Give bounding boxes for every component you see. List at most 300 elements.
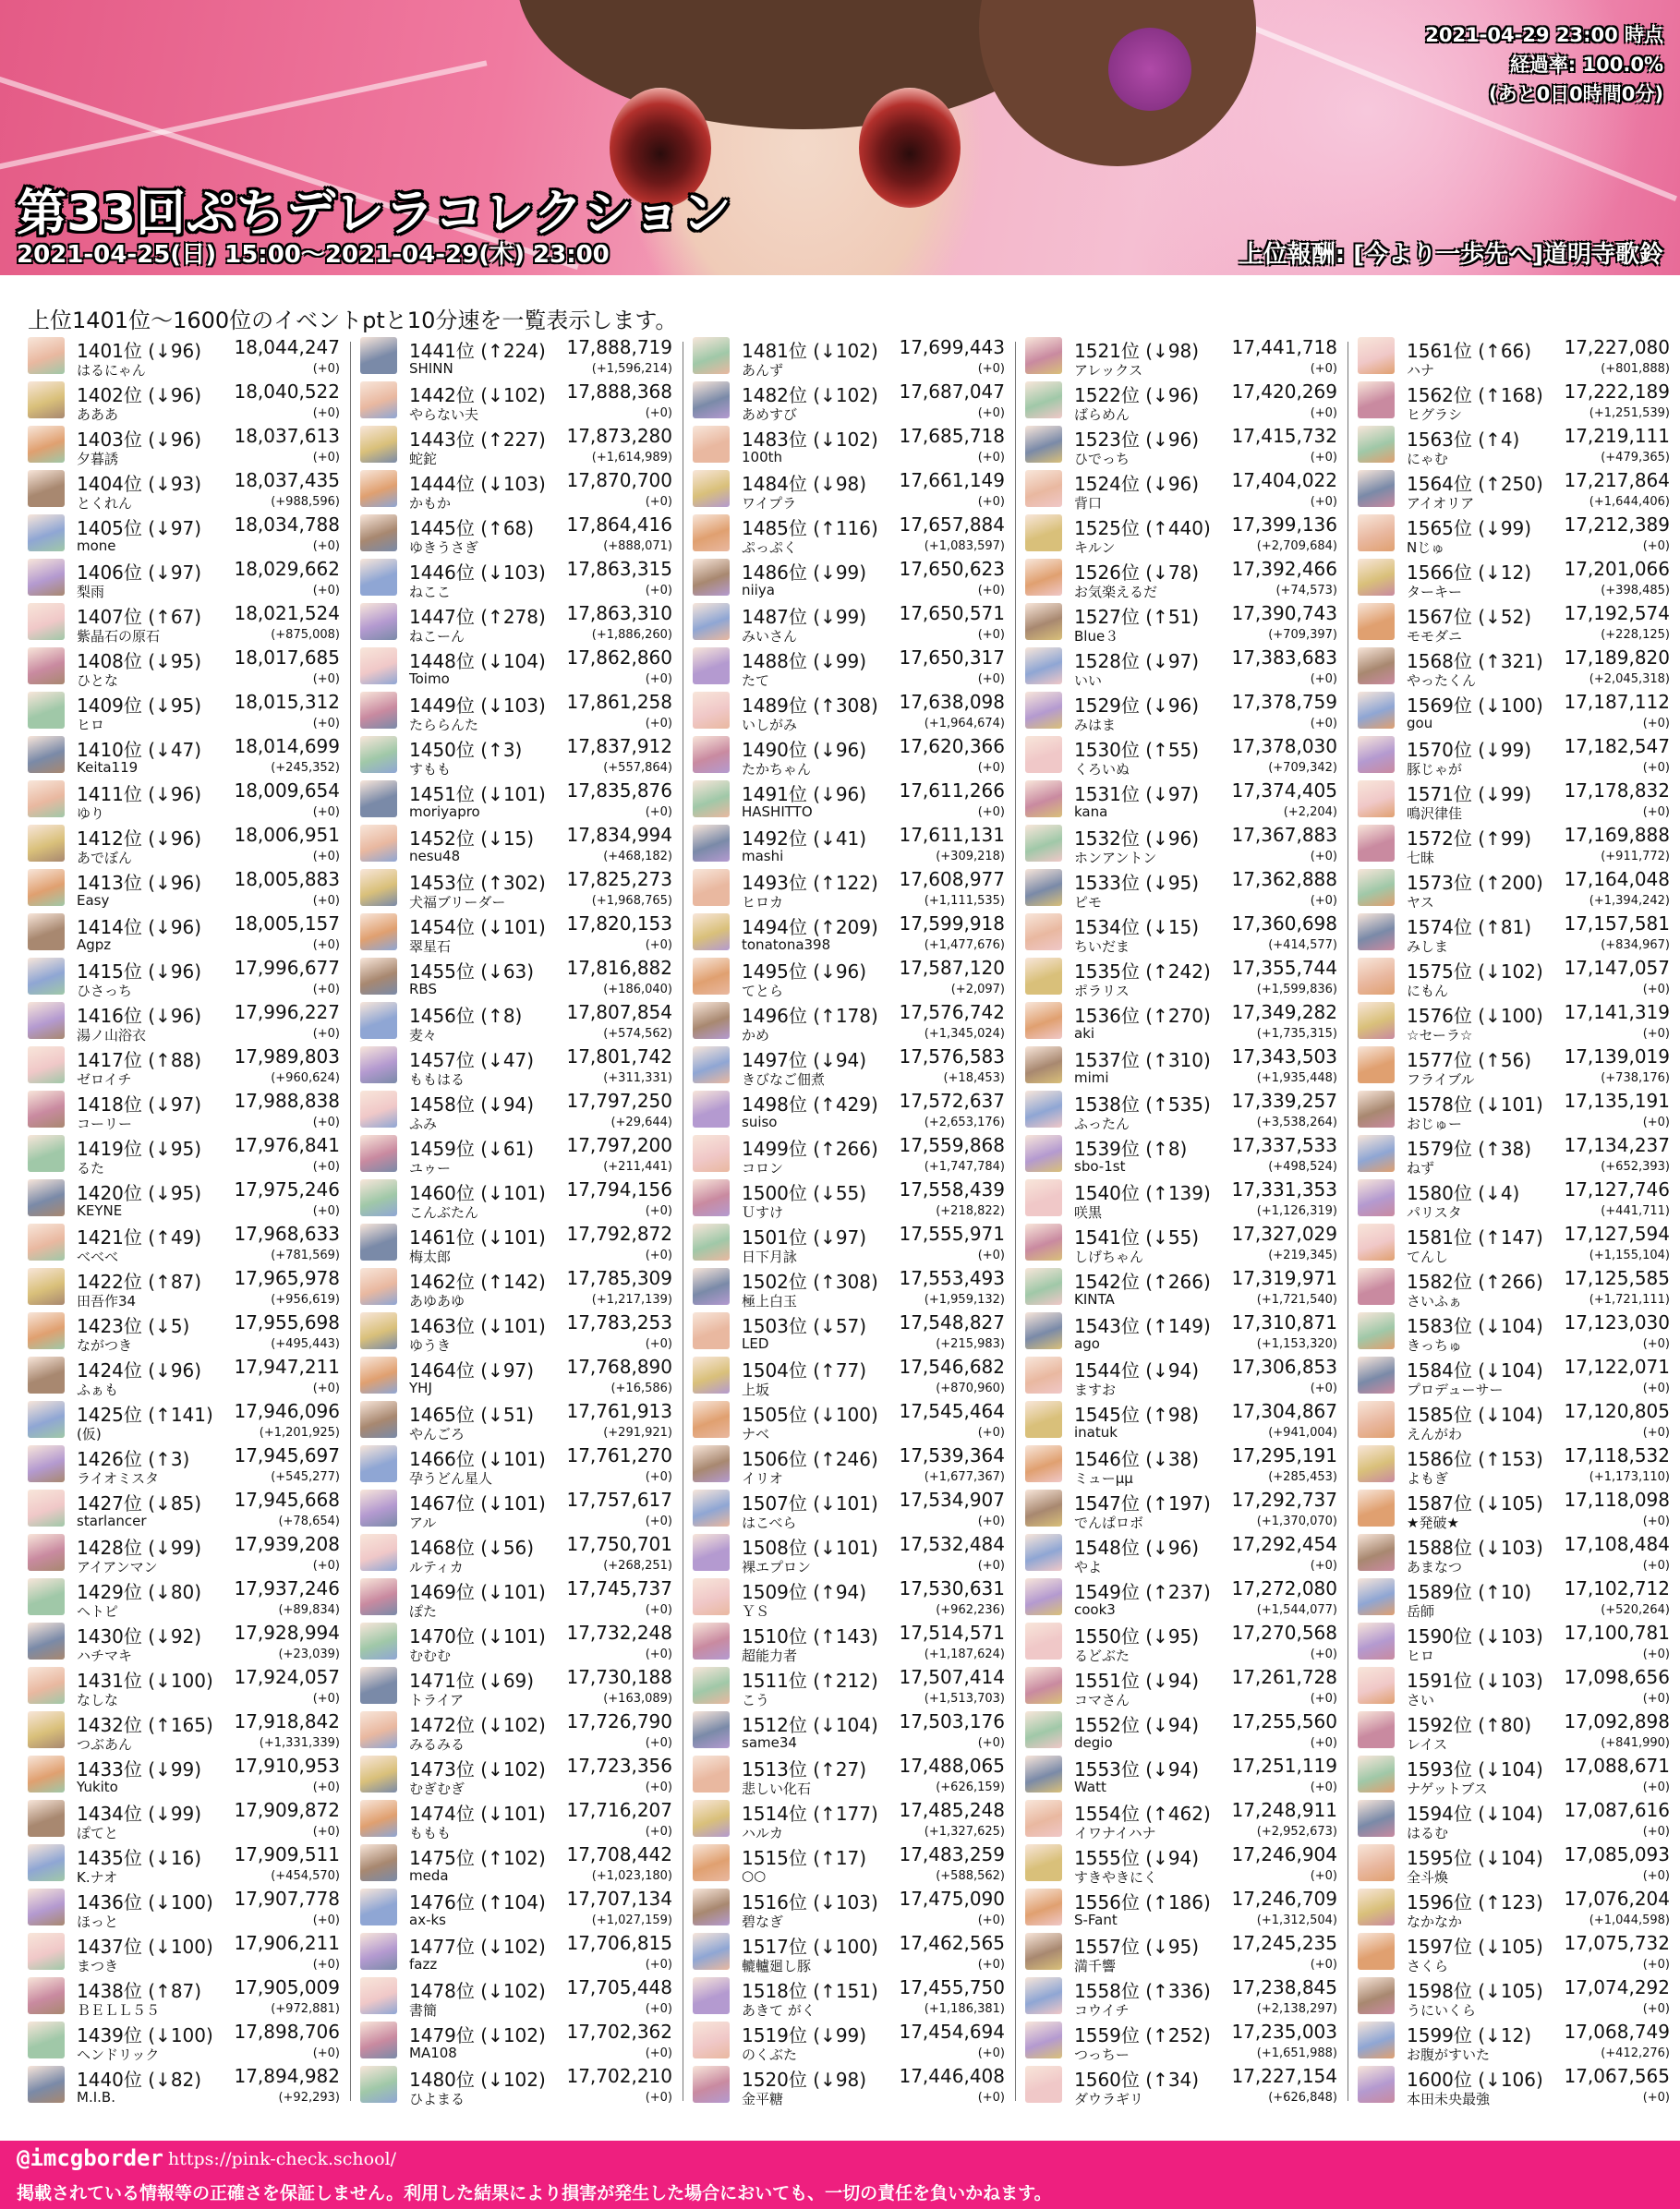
event-points: 17,861,258 (566, 691, 672, 713)
ten-minute-speed: (+1,217,139) (591, 1293, 672, 1307)
event-points: 17,076,204 (1564, 1888, 1670, 1910)
event-points: 17,235,003 (1231, 2021, 1337, 2043)
rank-label: 1571位 (↓99) (1407, 783, 1532, 805)
ten-minute-speed: (+972,881) (271, 2002, 340, 2016)
player-name: おじゅー (1407, 1116, 1463, 1132)
ten-minute-speed: (+0) (1310, 1382, 1337, 1395)
ranking-entry (358, 1974, 674, 2019)
avatar-icon (28, 337, 65, 374)
event-points: 17,390,743 (1231, 602, 1337, 624)
event-points: 17,702,210 (566, 2065, 672, 2087)
avatar-icon (1358, 1179, 1395, 1216)
ranking-entry (691, 1088, 1007, 1132)
avatar-icon (1358, 1046, 1395, 1083)
rank-label: 1580位 (↓4) (1407, 1182, 1520, 1204)
event-points: 17,118,098 (1564, 1489, 1670, 1511)
ranking-entry (26, 2019, 342, 2063)
rank-label: 1528位 (↓97) (1074, 650, 1200, 672)
rank-label: 1454位 (↓101) (409, 916, 546, 938)
ranking-entry (1023, 512, 1339, 556)
player-name: てとら (742, 983, 784, 999)
ranking-entry (1356, 1974, 1672, 2019)
ranking-entry (691, 334, 1007, 379)
event-points: 17,837,912 (566, 735, 672, 757)
avatar-icon (1025, 1179, 1062, 1216)
event-points: 17,108,484 (1564, 1533, 1670, 1555)
rank-label: 1493位 (↑122) (742, 872, 878, 894)
event-points: 17,074,292 (1564, 1976, 1670, 1998)
ten-minute-speed: (+557,864) (603, 761, 672, 775)
rank-label: 1420位 (↓95) (77, 1182, 202, 1204)
rank-label: 1432位 (↑165) (77, 1714, 213, 1736)
ten-minute-speed: (+0) (1642, 2002, 1670, 2016)
event-points: 17,939,208 (234, 1533, 340, 1555)
event-points: 17,378,030 (1231, 735, 1337, 757)
ranking-entry (358, 1531, 674, 1575)
player-name: やんごろ (409, 1426, 465, 1442)
ranking-entry (1023, 423, 1339, 467)
ten-minute-speed: (+245,352) (271, 761, 340, 775)
rank-label: 1501位 (↓97) (742, 1226, 867, 1249)
rank-label: 1477位 (↓102) (409, 1936, 546, 1958)
rank-label: 1598位 (↓105) (1407, 1980, 1543, 2002)
ten-minute-speed: (+0) (312, 1160, 340, 1174)
rank-label: 1555位 (↓94) (1074, 1847, 1200, 1869)
player-name: パリスタ (1407, 1204, 1462, 1221)
ten-minute-speed: (+1,651,988) (1256, 2046, 1337, 2060)
ten-minute-speed: (+0) (1310, 850, 1337, 863)
rank-label: 1478位 (↓102) (409, 1980, 546, 2002)
rank-label: 1429位 (↓80) (77, 1581, 202, 1603)
player-name: ひさっち (77, 983, 133, 999)
ranking-entry (691, 1132, 1007, 1177)
rank-label: 1470位 (↓101) (409, 1625, 546, 1648)
rank-label: 1551位 (↓94) (1074, 1670, 1200, 1692)
event-points: 17,783,253 (566, 1311, 672, 1334)
rank-label: 1569位 (↓100) (1407, 694, 1543, 717)
rank-label: 1566位 (↓12) (1407, 561, 1532, 584)
avatar-icon (28, 1490, 65, 1527)
ranking-entry (26, 1442, 342, 1487)
ranking-entry (26, 1265, 342, 1310)
avatar-icon (693, 381, 730, 418)
rank-label: 1405位 (↓97) (77, 517, 202, 539)
rank-label: 1590位 (↓103) (1407, 1625, 1543, 1648)
player-name: くろいぬ (1074, 761, 1130, 778)
player-name: tonatona398 (742, 936, 831, 953)
player-name: ワイプラ (742, 495, 797, 512)
event-points: 17,894,982 (234, 2065, 340, 2087)
ranking-entry (26, 1664, 342, 1708)
rank-label: 1559位 (↑252) (1074, 2024, 1211, 2046)
rank-label: 1401位 (↓96) (77, 340, 202, 362)
player-name: ねここ (409, 584, 452, 600)
player-name: 背口 (1074, 495, 1103, 512)
player-name: 100th (742, 449, 783, 465)
rank-label: 1574位 (↑81) (1407, 916, 1532, 938)
rank-label: 1484位 (↓98) (742, 473, 867, 495)
ranking-entry (26, 1088, 342, 1132)
rank-label: 1514位 (↑177) (742, 1803, 878, 1825)
avatar-icon (360, 337, 397, 374)
ranking-entry (1023, 1310, 1339, 1354)
avatar-icon (693, 1667, 730, 1704)
event-points: 17,599,918 (899, 912, 1005, 935)
ten-minute-speed: (+285,453) (1268, 1470, 1337, 1484)
ranking-entry (1023, 467, 1339, 512)
rank-label: 1526位 (↓78) (1074, 561, 1200, 584)
event-points: 17,801,742 (566, 1045, 672, 1068)
event-points: 17,441,718 (1231, 336, 1337, 358)
ranking-entry (691, 778, 1007, 822)
player-name: 梨雨 (77, 584, 105, 600)
ranking-entry (691, 1354, 1007, 1398)
avatar-icon (1025, 1933, 1062, 1970)
event-points: 17,087,616 (1564, 1799, 1670, 1821)
avatar-icon (360, 1623, 397, 1660)
ranking-entry (1023, 1753, 1339, 1797)
rank-label: 1588位 (↓103) (1407, 1537, 1543, 1559)
rank-label: 1480位 (↓102) (409, 2069, 546, 2091)
event-points: 17,339,257 (1231, 1090, 1337, 1112)
rank-label: 1485位 (↑116) (742, 517, 878, 539)
avatar-icon (693, 913, 730, 950)
ranking-entry (1356, 1797, 1672, 1841)
event-points: 18,005,157 (234, 912, 340, 935)
avatar-icon (693, 692, 730, 729)
avatar-icon (360, 1578, 397, 1615)
avatar-icon (360, 1002, 397, 1039)
event-points: 17,189,820 (1564, 646, 1670, 669)
player-name: ナゲットブス (1407, 1780, 1488, 1797)
ten-minute-speed: (+0) (312, 894, 340, 908)
progress-rate: 経過率: 100.0% (1509, 54, 1663, 76)
site-url[interactable]: https://pink-check.school/ (168, 2149, 396, 2169)
rank-label: 1541位 (↓55) (1074, 1226, 1200, 1249)
player-name: お気楽えるだ (1074, 584, 1158, 600)
event-points: 17,794,156 (566, 1178, 672, 1201)
ten-minute-speed: (+1,477,676) (924, 938, 1005, 952)
event-points: 17,834,994 (566, 824, 672, 846)
ranking-entry (1356, 1442, 1672, 1487)
rank-label: 1577位 (↑56) (1407, 1049, 1532, 1071)
event-points: 17,488,065 (899, 1755, 1005, 1777)
avatar-icon (28, 1046, 65, 1083)
event-points: 17,726,790 (566, 1710, 672, 1732)
player-name: KEYNE (77, 1202, 123, 1219)
ten-minute-speed: (+0) (312, 983, 340, 996)
event-points: 17,085,093 (1564, 1843, 1670, 1865)
avatar-icon (360, 603, 397, 640)
ranking-entry (1356, 556, 1672, 600)
event-points: 17,462,565 (899, 1932, 1005, 1954)
avatar-icon (693, 1977, 730, 2014)
avatar-icon (360, 2066, 397, 2103)
ranking-entry (358, 955, 674, 999)
rank-label: 1445位 (↑68) (409, 517, 535, 539)
rank-label: 1471位 (↓69) (409, 1670, 535, 1692)
player-name: ゆきうさぎ (409, 539, 479, 556)
avatar-icon (1025, 825, 1062, 862)
ten-minute-speed: (+0) (645, 2002, 672, 2016)
ranking-entry (691, 955, 1007, 999)
avatar-icon (693, 869, 730, 906)
event-points: 17,888,368 (566, 380, 672, 403)
ten-minute-speed: (+1,544,077) (1256, 1603, 1337, 1617)
rank-label: 1561位 (↑66) (1407, 340, 1532, 362)
avatar-icon (1358, 1091, 1395, 1128)
rank-label: 1437位 (↓100) (77, 1936, 213, 1958)
event-points: 17,295,191 (1231, 1444, 1337, 1467)
ranking-entry (1356, 1132, 1672, 1177)
rank-label: 1426位 (↑3) (77, 1448, 190, 1470)
rank-label: 1489位 (↑308) (742, 694, 878, 717)
ranking-entry (1023, 1044, 1339, 1088)
avatar-icon (360, 470, 397, 507)
ranking-entry (691, 1177, 1007, 1221)
ten-minute-speed: (+1,186,381) (924, 2002, 1005, 2016)
player-name: 日下月詠 (742, 1249, 798, 1265)
avatar-icon (28, 692, 65, 729)
player-name: コマさん (1074, 1692, 1130, 1708)
avatar-icon (1025, 603, 1062, 640)
event-points: 17,907,778 (234, 1888, 340, 1910)
event-points: 17,374,405 (1231, 779, 1337, 802)
avatar-icon (28, 1534, 65, 1571)
ranking-entry (358, 822, 674, 866)
avatar-icon (1358, 736, 1395, 773)
footer-bar (0, 2141, 1680, 2209)
ranking-entry (691, 1575, 1007, 1620)
event-points: 17,454,694 (899, 2021, 1005, 2043)
avatar-icon (1025, 559, 1062, 596)
ranking-entry (1356, 467, 1672, 512)
avatar-icon (360, 869, 397, 906)
ten-minute-speed: (+218,822) (936, 1204, 1005, 1218)
player-name: ひでっち (1074, 451, 1130, 467)
player-name: みしま (1407, 938, 1449, 955)
event-points: 17,825,273 (566, 868, 672, 890)
player-name: 七昧 (1407, 850, 1435, 866)
rank-label: 1519位 (↓99) (742, 2024, 867, 2046)
ten-minute-speed: (+228,125) (1601, 628, 1670, 642)
avatar-icon (1025, 1002, 1062, 1039)
rank-label: 1469位 (↓101) (409, 1581, 546, 1603)
rank-label: 1573位 (↑200) (1407, 872, 1543, 894)
event-points: 17,863,315 (566, 558, 672, 580)
flower-ornament (1108, 28, 1191, 111)
event-points: 17,745,737 (566, 1577, 672, 1599)
ten-minute-speed: (+23,039) (278, 1648, 340, 1661)
ten-minute-speed: (+1,327,625) (924, 1825, 1005, 1839)
rank-label: 1523位 (↓96) (1074, 429, 1200, 451)
ten-minute-speed: (+0) (1310, 495, 1337, 509)
player-name: るた (77, 1160, 105, 1177)
ten-minute-speed: (+479,365) (1601, 451, 1670, 465)
avatar-icon (360, 1179, 397, 1216)
event-points: 17,399,136 (1231, 513, 1337, 536)
avatar-icon (1358, 647, 1395, 684)
player-name: degio (1074, 1734, 1113, 1751)
ranking-entry (1356, 1265, 1672, 1310)
rank-label: 1434位 (↓99) (77, 1803, 202, 1825)
player-name: はこべら (742, 1515, 797, 1531)
event-period: 2021-04-25(日) 15:00～2021-04-29(木) 23:00 (17, 241, 610, 269)
ranking-entry (1023, 1841, 1339, 1886)
avatar-icon (28, 825, 65, 862)
rank-label: 1533位 (↓95) (1074, 872, 1200, 894)
event-points: 17,067,565 (1564, 2065, 1670, 2087)
event-points: 17,415,732 (1231, 425, 1337, 447)
event-points: 17,723,356 (566, 1755, 672, 1777)
avatar-icon (1025, 1578, 1062, 1615)
ranking-entry (26, 1930, 342, 1974)
ranking-entry (691, 1620, 1007, 1664)
rank-label: 1509位 (↑94) (742, 1581, 867, 1603)
ranking-entry (1023, 1575, 1339, 1620)
event-points: 17,996,227 (234, 1001, 340, 1023)
ranking-entry (26, 1797, 342, 1841)
player-name: ○○ (742, 1867, 767, 1884)
ten-minute-speed: (+0) (312, 1958, 340, 1972)
player-name: mone (77, 537, 116, 554)
rank-label: 1504位 (↑77) (742, 1359, 867, 1382)
ten-minute-speed: (+0) (1310, 451, 1337, 465)
rank-label: 1436位 (↓100) (77, 1891, 213, 1913)
avatar-icon (28, 1445, 65, 1482)
ranking-column (358, 334, 674, 2107)
player-name: nesu48 (409, 848, 461, 864)
event-points: 17,420,269 (1231, 380, 1337, 403)
ten-minute-speed: (+0) (1642, 1426, 1670, 1440)
ten-minute-speed: (+1,935,448) (1256, 1071, 1337, 1085)
ranking-entry (1023, 822, 1339, 866)
ranking-entry (1023, 1442, 1339, 1487)
player-name: なかなか (1407, 1913, 1463, 1930)
player-name: ぷっぷく (742, 539, 798, 556)
ten-minute-speed: (+0) (645, 672, 672, 686)
ranking-entry (358, 1177, 674, 1221)
ten-minute-speed: (+0) (645, 1515, 672, 1528)
avatar-icon (1025, 1401, 1062, 1438)
event-points: 17,792,872 (566, 1223, 672, 1245)
rank-label: 1412位 (↓96) (77, 827, 202, 850)
avatar-icon (693, 1534, 730, 1571)
rank-label: 1495位 (↓96) (742, 960, 867, 983)
player-name: ちいだま (1074, 938, 1130, 955)
ranking-entry (26, 423, 342, 467)
ten-minute-speed: (+0) (645, 495, 672, 509)
player-name: たかちゃん (742, 761, 812, 778)
player-name: ユゥー (409, 1160, 452, 1177)
ten-minute-speed: (+1,394,242) (1589, 894, 1670, 908)
ranking-entry (1356, 423, 1672, 467)
event-points: 17,222,189 (1564, 380, 1670, 403)
ranking-entry (691, 1531, 1007, 1575)
avatar-icon (360, 958, 397, 995)
event-points: 17,761,913 (566, 1400, 672, 1422)
player-name: 轆轤廻し豚 (742, 1958, 812, 1974)
avatar-icon (360, 736, 397, 773)
event-points: 17,555,971 (899, 1223, 1005, 1245)
player-name: レイス (1407, 1736, 1448, 1753)
player-name: むぎむぎ (409, 1780, 465, 1797)
event-points: 17,989,803 (234, 1045, 340, 1068)
ranking-entry (1023, 955, 1339, 999)
rank-label: 1510位 (↑143) (742, 1625, 878, 1648)
twitter-handle[interactable]: @imcgborder (17, 2145, 163, 2171)
ranking-entry (358, 1221, 674, 1265)
ranking-entry (1356, 866, 1672, 911)
avatar-icon (1358, 1800, 1395, 1837)
rank-label: 1531位 (↓97) (1074, 783, 1200, 805)
ranking-entry (26, 1974, 342, 2019)
avatar-icon (693, 1756, 730, 1793)
ten-minute-speed: (+0) (1642, 717, 1670, 730)
avatar-icon (1358, 913, 1395, 950)
ten-minute-speed: (+2,204) (1283, 805, 1337, 819)
rank-label: 1459位 (↓61) (409, 1138, 535, 1160)
rank-label: 1404位 (↓93) (77, 473, 202, 495)
ten-minute-speed: (+268,251) (603, 1559, 672, 1573)
rank-label: 1513位 (↑27) (742, 1758, 867, 1780)
ranking-entry (1356, 1753, 1672, 1797)
ten-minute-speed: (+0) (977, 672, 1005, 686)
event-points: 17,532,484 (899, 1533, 1005, 1555)
player-name: やったくん (1407, 672, 1477, 689)
avatar-icon (28, 1844, 65, 1881)
avatar-icon (1358, 1268, 1395, 1305)
avatar-icon (693, 1844, 730, 1881)
ranking-entry (26, 1132, 342, 1177)
event-points: 17,120,805 (1564, 1400, 1670, 1422)
player-name: 犬福ブリーダー (409, 894, 506, 911)
player-name: ヒロカ (742, 894, 784, 911)
event-reward: 上位報酬: [今より一歩先へ]道明寺歌鈴 (1239, 241, 1663, 269)
event-points: 17,455,750 (899, 1976, 1005, 1998)
rank-label: 1408位 (↓95) (77, 650, 202, 672)
event-points: 17,337,533 (1231, 1134, 1337, 1156)
ranking-entry (691, 1044, 1007, 1088)
event-points: 17,147,057 (1564, 957, 1670, 979)
event-points: 17,123,030 (1564, 1311, 1670, 1334)
avatar-icon (28, 559, 65, 596)
player-name: モモダニ (1407, 628, 1463, 645)
ten-minute-speed: (+0) (645, 1204, 672, 1218)
avatar-icon (1025, 958, 1062, 995)
player-name: LED (742, 1335, 769, 1352)
event-points: 17,611,131 (899, 824, 1005, 846)
ten-minute-speed: (+18,453) (943, 1071, 1005, 1085)
player-name: あああ (77, 406, 119, 423)
player-name: 咲黒 (1074, 1204, 1103, 1221)
avatar-icon (1025, 1977, 1062, 2014)
avatar-icon (28, 913, 65, 950)
event-points: 17,383,683 (1231, 646, 1337, 669)
ranking-entry (1356, 645, 1672, 689)
event-points: 17,514,571 (899, 1622, 1005, 1644)
player-name: ハチマキ (77, 1648, 133, 1664)
player-name: K.ナオ (77, 1869, 118, 1886)
ten-minute-speed: (+0) (645, 1780, 672, 1794)
event-points: 17,816,882 (566, 957, 672, 979)
event-points: 18,015,312 (234, 691, 340, 713)
ten-minute-speed: (+0) (977, 1913, 1005, 1927)
avatar-icon (1025, 1667, 1062, 1704)
player-name: 紫晶石の原石 (77, 628, 161, 645)
rank-label: 1488位 (↓99) (742, 650, 867, 672)
ten-minute-speed: (+988,596) (271, 495, 340, 509)
